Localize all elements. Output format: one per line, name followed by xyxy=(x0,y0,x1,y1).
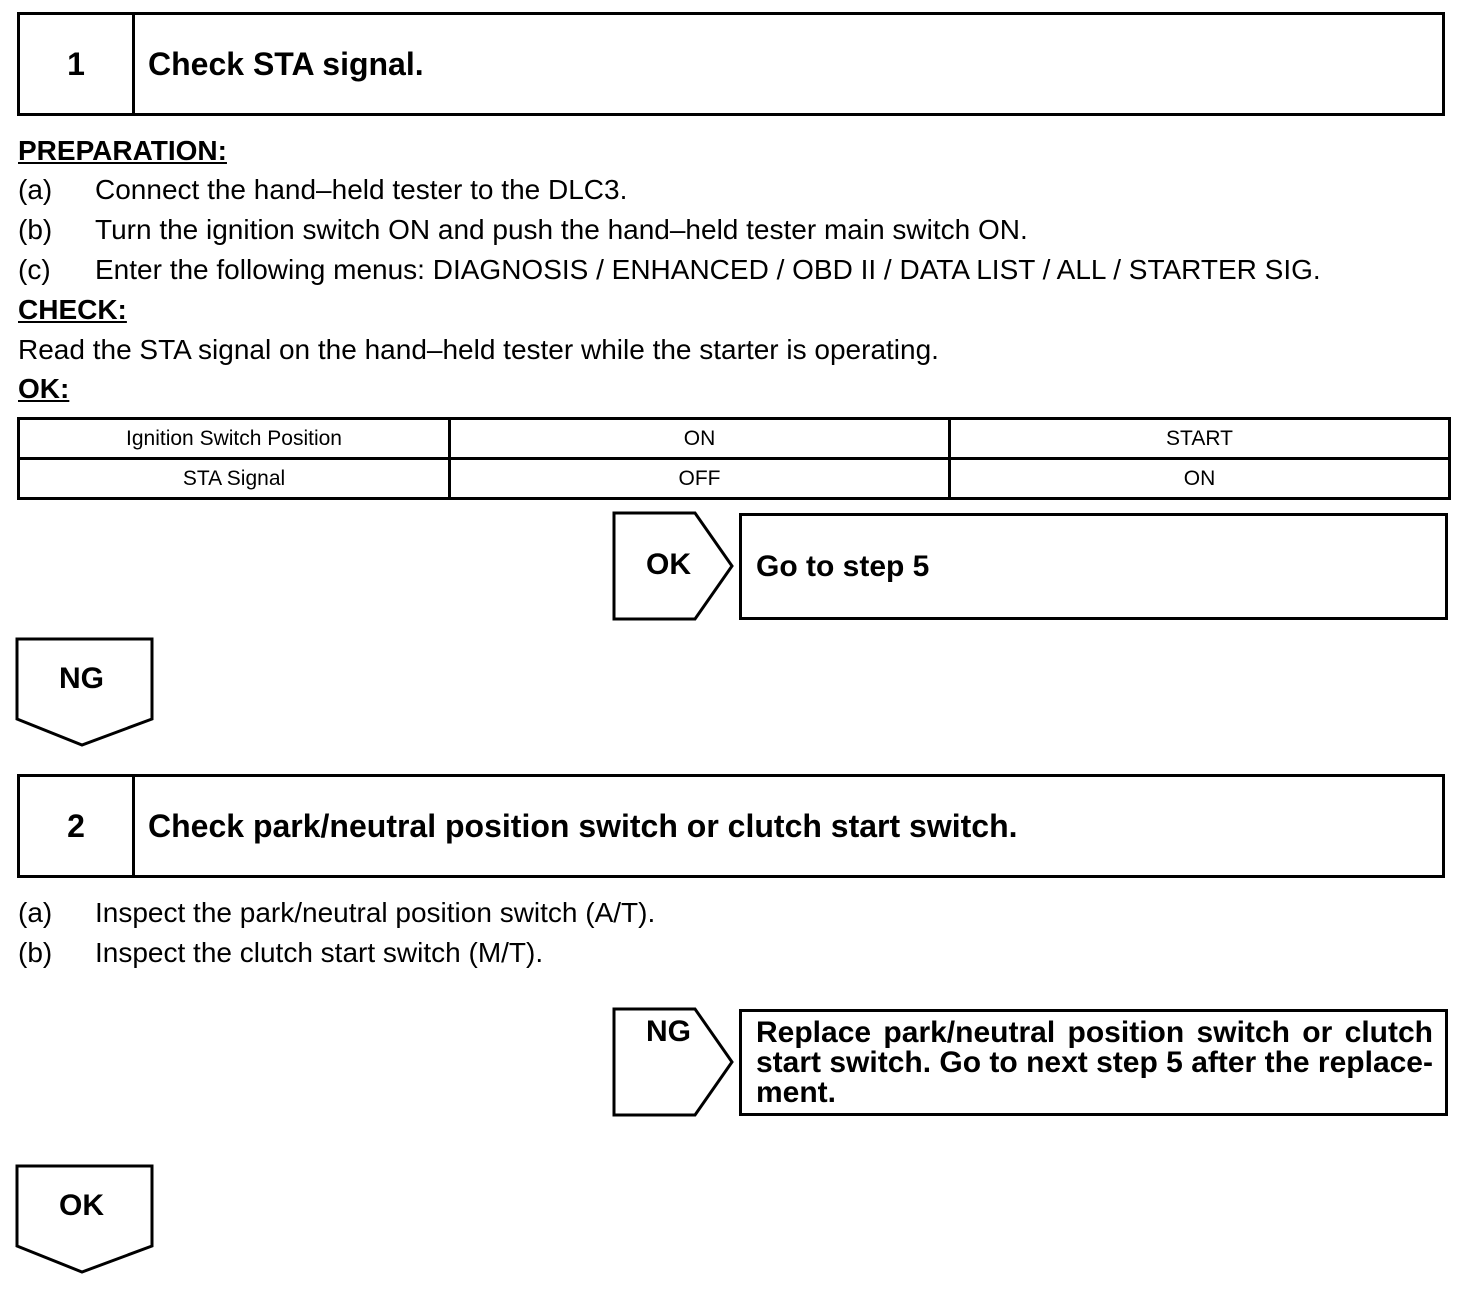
table-cell: STA Signal xyxy=(19,459,450,499)
ng-result-box xyxy=(739,1009,1448,1116)
table-cell: ON xyxy=(450,419,950,459)
ok-branch-label: OK xyxy=(646,548,691,581)
step-2-title: Check park/neutral position switch or clutch start switch. xyxy=(148,807,1018,844)
ok-header: OK: xyxy=(18,373,70,404)
table-cell: ON xyxy=(950,459,1450,499)
table-cell: START xyxy=(950,419,1450,459)
step-2-number: 2 xyxy=(20,777,135,875)
ok-result-text: Go to step 5 xyxy=(756,549,930,583)
ok-result-box xyxy=(739,513,1448,620)
item-label: (a) xyxy=(18,897,53,928)
ok-down-label: OK xyxy=(59,1189,104,1222)
ng-result-line: start switch. Go to next step 5 after the replace- xyxy=(756,1046,1433,1079)
step-2-item-a xyxy=(18,898,655,928)
item-text: Enter the following menus: DIAGNOSIS / ENHANCED / OBD II / DATA LIST / ALL / STARTER SIG. xyxy=(95,254,1321,285)
item-text: Inspect the park/neutral position switch (A/T). xyxy=(95,897,656,928)
step-2-item-b xyxy=(18,938,543,968)
item-text: Connect the hand–held tester to the DLC3. xyxy=(95,174,628,205)
step-2-header xyxy=(17,774,1445,878)
table-cell: Ignition Switch Position xyxy=(19,419,450,459)
item-text: Turn the ignition switch ON and push the hand–held tester main switch ON. xyxy=(95,214,1028,245)
ng-result-line: ment. xyxy=(756,1076,837,1109)
item-label: (b) xyxy=(18,937,53,968)
check-text: Read the STA signal on the hand–held tester while the starter is operating. xyxy=(18,334,939,365)
ng-down-label: NG xyxy=(59,662,104,695)
check-header: CHECK: xyxy=(18,294,127,325)
table-cell: OFF xyxy=(450,459,950,499)
ng-branch-label: NG xyxy=(646,1015,691,1048)
step-1-title: Check STA signal. xyxy=(148,45,424,82)
preparation-header: PREPARATION: xyxy=(18,135,227,166)
item-label: (a) xyxy=(18,174,53,205)
step-1-number: 1 xyxy=(20,15,135,113)
item-text: Inspect the clutch start switch (M/T). xyxy=(95,937,544,968)
item-label: (c) xyxy=(18,254,51,285)
item-label: (b) xyxy=(18,214,53,245)
ng-result-line: Replace park/neutral position switch or clutch xyxy=(756,1016,1433,1049)
